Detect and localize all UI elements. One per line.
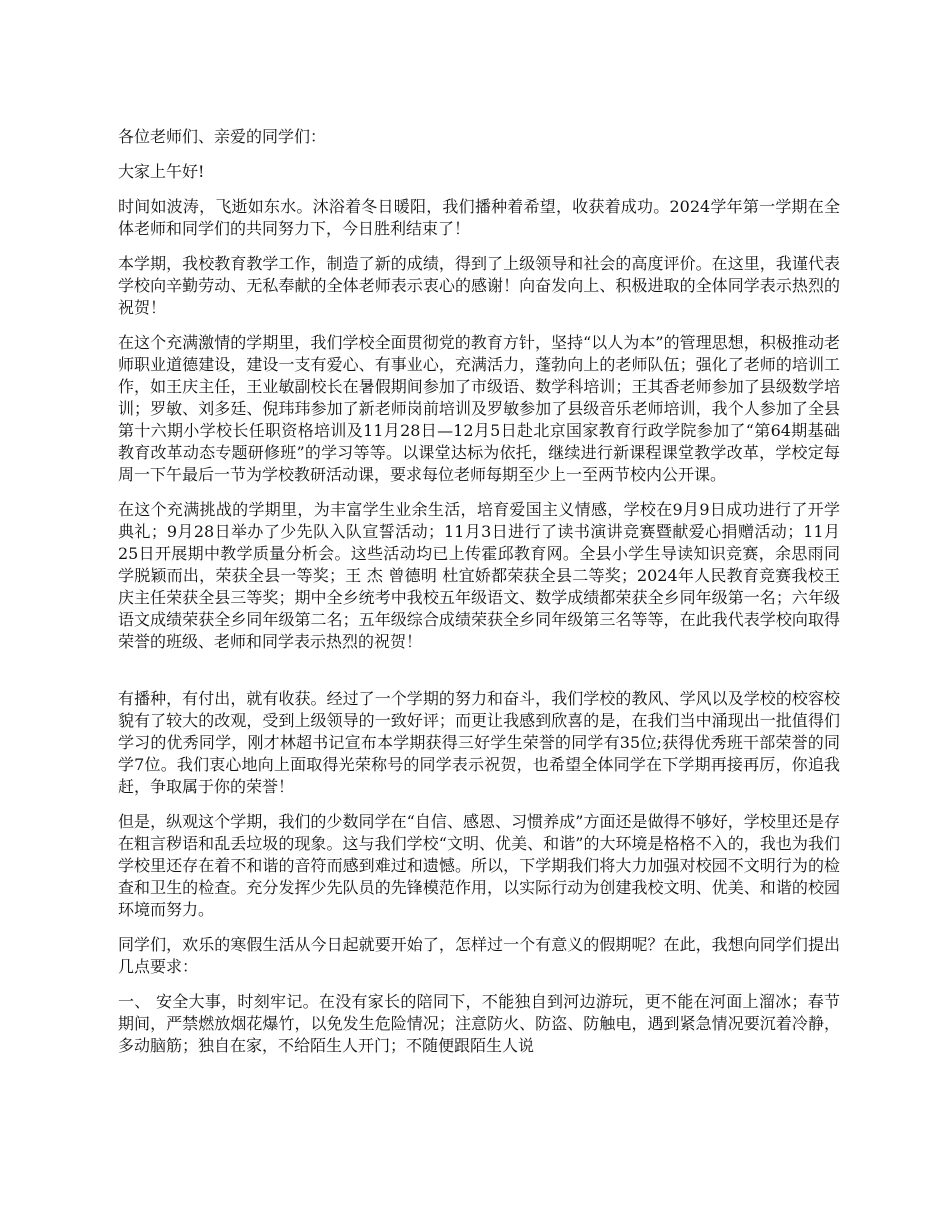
paragraph: 在这个充满激情的学期里，我们学校全面贯彻党的教育方针，坚持“以人为本”的管理思想，积极推动老师职业道德建设，建设一支有爱心、有事业心，充满活力，蓬勃向上的老师队伍；强化了老师的培训工作，如王庆主任，王业敏副校长在暑假期间参加了市级语、数学科培训；王其香老师参加了县级数学培训；罗敏、刘多廷、倪玮玮参加了新老师岗前培训及罗敏参加了县级音乐老师培训，我个人参加了全县第十六期小学校长任职资格培训及11月28日—12月5日赴北京国家教育行政学院参加了“第64期基础教育改革动态专题研修班”的学习等等。以课堂达标为依托，继续进行新课程课堂教学改革，学校定每周一下午最后一节为学校教研活动课，要求每位老师每期至少上一至两节校内公开课。 — [118, 333, 840, 484]
paragraph: 有播种，有付出，就有收获。经过了一个学期的努力和奋斗，我们学校的教风、学风以及学校的校容校貌有了较大的改观，受到上级领导的一致好评；而更让我感到欣喜的是，在我们当中涌现出一批值得们学习的优秀同学，刚才林超书记宣布本学期获得三好学生荣誉的同学有35位;获得优秀班干部荣誉的同学7位。我们衷心地向上面取得光荣称号的同学表示祝贺，也希望全体同学在下学期再接再厉，你追我赶，争取属于你的荣誉！ — [118, 689, 840, 796]
salutation-line: 大家上午好! — [118, 162, 205, 181]
paragraph: 本学期，我校教育教学工作，制造了新的成绩，得到了上级领导和社会的高度评价。在这里，我谨代表学校向辛勤劳动、无私奉献的全体老师表示衷心的感谢！向奋发向上、积极进取的全体同学表示热烈的祝贺！ — [118, 254, 840, 317]
document-body — [118, 126, 840, 1070]
paragraph: 但是，纵观这个学期，我们的少数同学在“自信、感恩、习惯养成”方面还是做得不够好，学校里还是存在粗言秽语和乱丢垃圾的现象。这与我们学校“文明、优美、和谐”的大环境是格格不入的，我也为我们学校里还存在着不和谐的音符而感到难过和遗憾。所以，下学期我们将大力加强对校园不文明行为的检查和卫生的检查。充分发挥少先队员的先锋模范作用，以实际行动为创建我校文明、优美、和谐的校园环境而努力。 — [118, 812, 840, 919]
paragraph: 同学们，欢乐的寒假生活从今日起就要开始了，怎样过一个有意义的假期呢？在此，我想向同学们提出几点要求： — [118, 935, 840, 976]
paragraph: 一、 安全大事，时刻牢记。在没有家长的陪同下，不能独自到河边游玩，更不能在河面上溜冰；春节期间，严禁燃放烟花爆竹，以免发生危险情况；注意防火、防盗、防触电，遇到紧急情况要沉着冷静，多动脑筋；独自在家，不给陌生人开门；不随便跟陌生人说 — [118, 992, 840, 1055]
greeting-line: 各位老师们、亲爱的同学们： — [118, 127, 327, 146]
blank-line — [118, 666, 840, 688]
paragraph: 时间如波涛，飞逝如东水。沐浴着冬日暖阳，我们播种着希望，收获着成功。2024学年第一学期在全体老师和同学们的共同努力下，今日胜利结束了！ — [118, 197, 840, 238]
paragraph: 在这个充满挑战的学期里，为丰富学生业余生活，培育爱国主义情感，学校在9月9日成功进行了开学典礼；9月28日举办了少先队入队宣誓活动；11月3日进行了读书演讲竞赛暨献爱心捐赠活动；11月25日开展期中教学质量分析会。这些活动均已上传霍邱教育网。全县小学生导读知识竞赛，余思雨同学脱颖而出，荣获全县一等奖；王 杰 曾德明 杜宜娇都荣获全县二等奖；2024年人民教育竞赛我校王庆主任荣获全县三等奖；期中全乡统考中我校五年级语文、数学成绩都荣获全乡同年级第一名；六年级语文成绩荣获全乡同年级第二名；五年级综合成绩荣获全乡同年级第三名等等，在此我代表学校向取得荣誉的班级、老师和同学表示热烈的祝贺！ — [118, 500, 840, 651]
